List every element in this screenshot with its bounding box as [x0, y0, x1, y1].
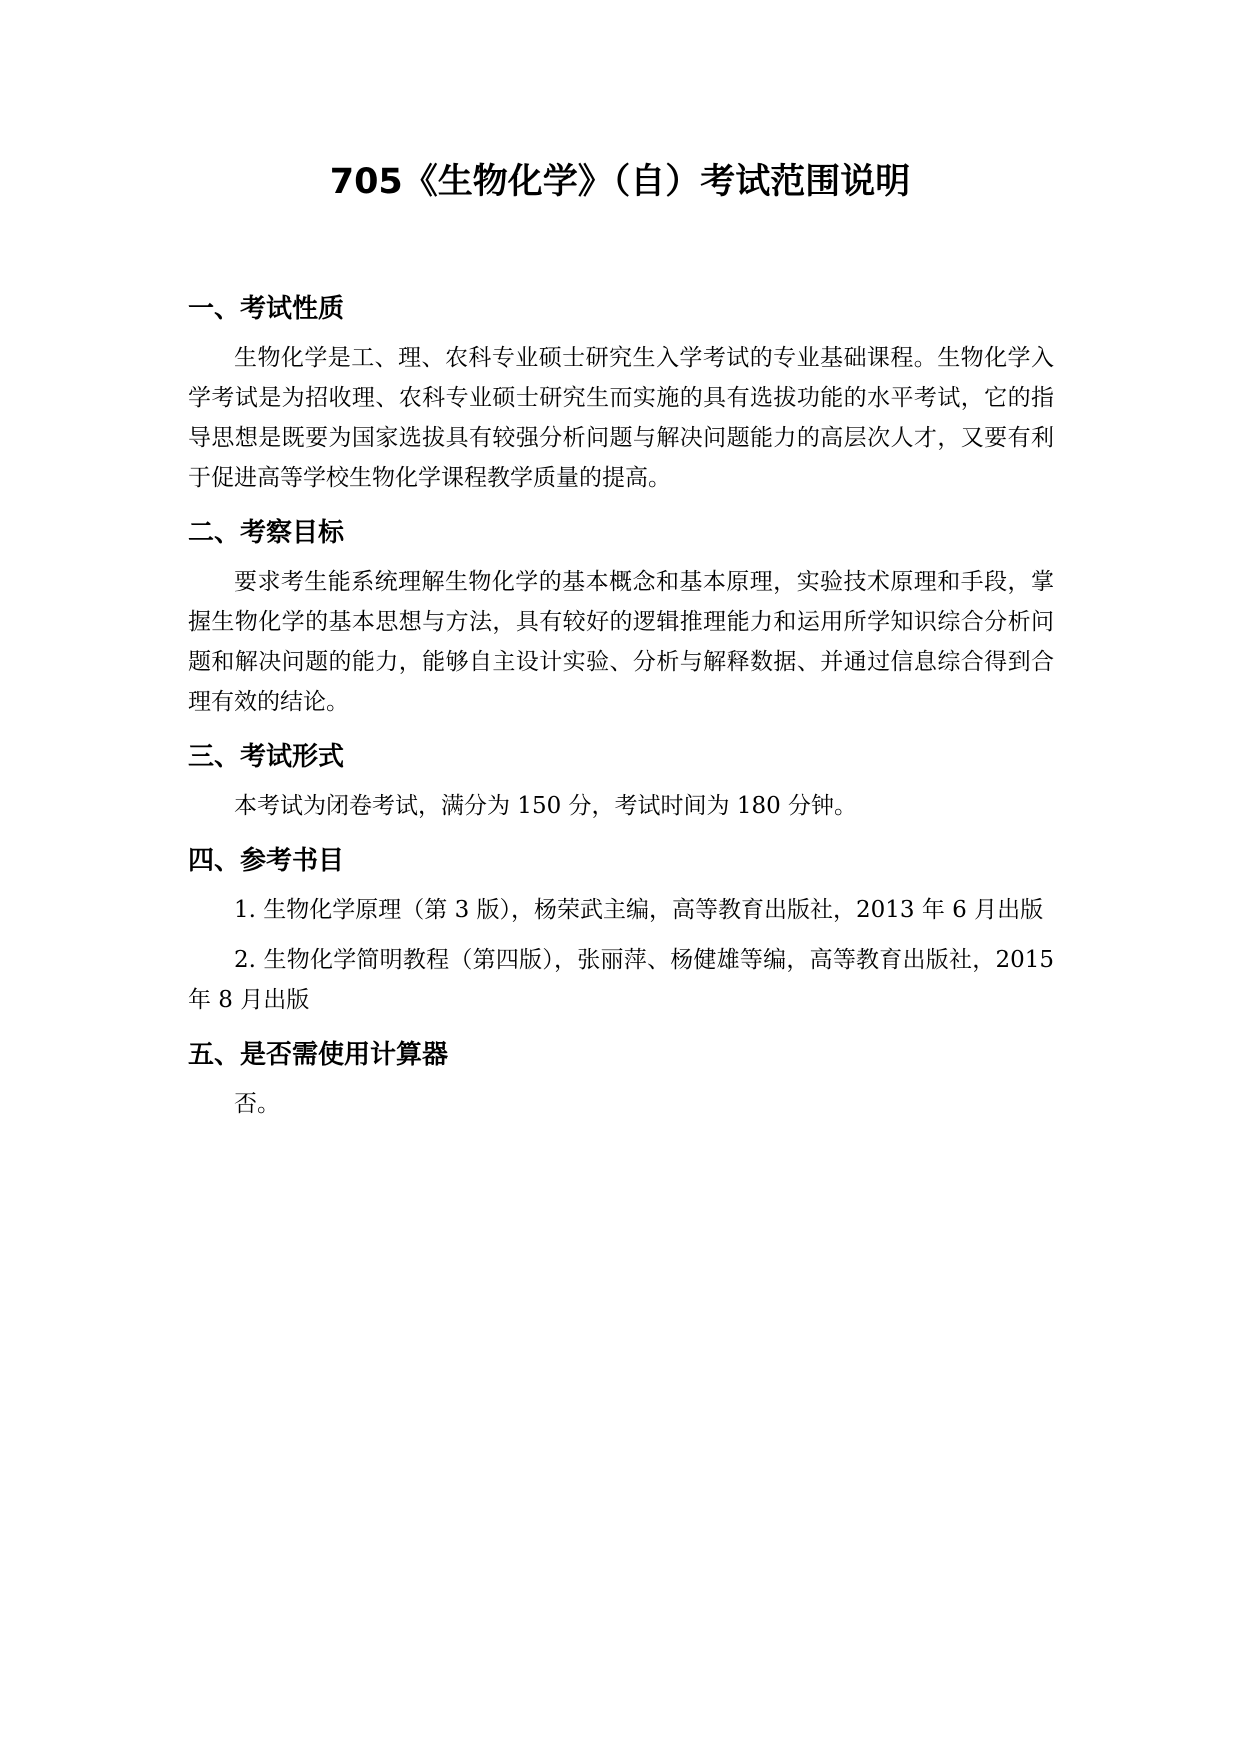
- section-exam-format: [188, 738, 1054, 826]
- section-paragraph: 生物化学是工、理、农科专业硕士研究生入学考试的专业基础课程。生物化学入学考试是为招收理、农科专业硕士研究生而实施的具有选拔功能的水平考试，它的指导思想是既要为国家选拔具有较强分析问题与解决问题能力的高层次人才，又要有利于促进高等学校生物化学课程教学质量的提高。: [188, 345, 1054, 491]
- reference-book-item: 1. 生物化学原理（第 3 版），杨荣武主编，高等教育出版社，2013 年 6 月出版: [234, 897, 1044, 923]
- section-exam-nature: [188, 290, 1054, 498]
- reference-book-item: 2. 生物化学简明教程（第四版），张丽萍、杨健雄等编，高等教育出版社，2015 年 8 月出版: [188, 947, 1054, 1013]
- section-reference-books: [188, 842, 1054, 1020]
- section-heading: 一、考试性质: [188, 294, 345, 324]
- document-body: [188, 290, 1054, 1140]
- section-heading: 四、参考书目: [188, 846, 345, 876]
- section-paragraph: 要求考生能系统理解生物化学的基本概念和基本原理，实验技术原理和手段，掌握生物化学的基本思想与方法，具有较好的逻辑推理能力和运用所学知识综合分析问题和解决问题的能力，能够自主设计实验、分析与解释数据、并通过信息综合得到合理有效的结论。: [188, 569, 1054, 715]
- section-paragraph: 否。: [234, 1091, 280, 1117]
- document-title: 705《生物化学》（自）考试范围说明: [329, 162, 911, 202]
- section-paragraph: 本考试为闭卷考试，满分为 150 分，考试时间为 180 分钟。: [234, 793, 858, 819]
- section-heading: 五、是否需使用计算器: [188, 1040, 449, 1070]
- section-assessment-goals: [188, 514, 1054, 722]
- section-heading: 三、考试形式: [188, 742, 345, 772]
- section-heading: 二、考察目标: [188, 518, 345, 548]
- section-calculator-usage: [188, 1036, 1054, 1124]
